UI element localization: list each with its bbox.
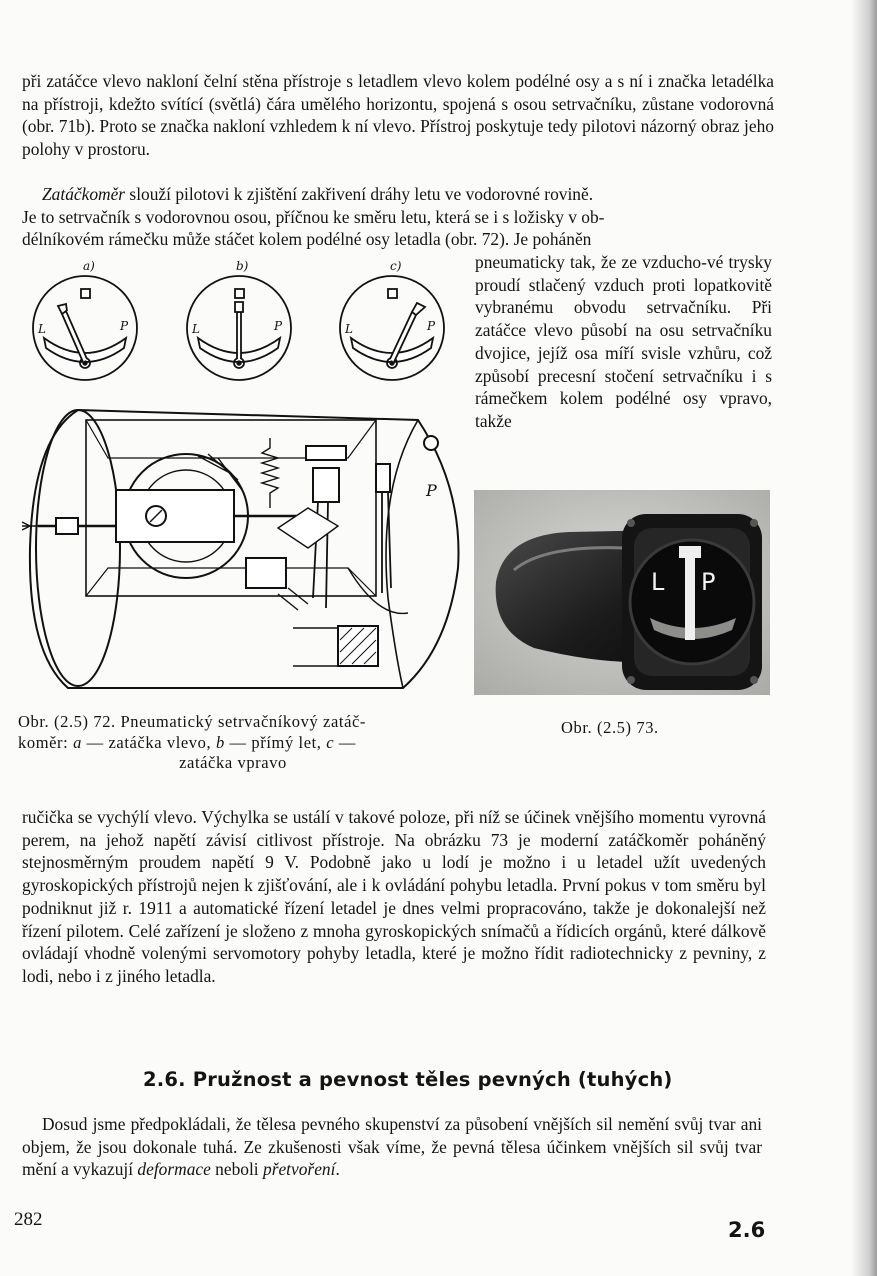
gauge-a-right-mark: P bbox=[120, 319, 129, 333]
section-text-1: Dosud jsme předpokládali, že tělesa pevného skupenství za působení vnějších sil nemění svůj tvar ani objem, že jsou dokonale tuhá. Ze zkušenosti však víme, že pevná tělesa účinkem vnějších sil svůj tvar mění a vykazují bbox=[22, 1114, 762, 1180]
drawing-mark-p: P bbox=[426, 481, 437, 500]
term-deformace: deformace bbox=[137, 1159, 211, 1180]
fig72-caption-line-2-start: koměr: bbox=[18, 732, 74, 752]
fig72-caption-line-2-end: — bbox=[334, 732, 357, 752]
fig72-caption-b: b bbox=[215, 732, 225, 752]
section-text-2: neboli bbox=[210, 1159, 263, 1180]
page-number: 282 bbox=[14, 1209, 43, 1230]
footer-section-number: 2.6 bbox=[728, 1218, 766, 1242]
zatackomer-line-1 bbox=[22, 183, 774, 206]
gauge-a bbox=[33, 276, 137, 380]
fig72-caption-line-1: Obr. (2.5) 72. Pneumatický setrvačníkový zatáč- bbox=[18, 712, 367, 731]
term-zatackomer: Zatáčkoměr bbox=[42, 184, 126, 204]
gauge-label-c: c) bbox=[390, 259, 402, 273]
figure-72-caption bbox=[18, 712, 448, 774]
gauge-c bbox=[340, 276, 444, 380]
dial-letter-p: P bbox=[701, 568, 716, 596]
gauge-label-b: b) bbox=[236, 259, 249, 273]
housing-front-rim bbox=[36, 410, 120, 686]
zatackomer-line-3: délníkovém rámečku může stáčet kolem podélné osy letadla (obr. 72). Je poháněn bbox=[22, 229, 592, 250]
page-edge-shadow bbox=[851, 0, 877, 1276]
gimbal-frame bbox=[116, 490, 234, 542]
paragraph-continued: ručička se vychýlí vlevo. Výchylka se ustálí v takové poloze, při níž se účinek vnějšího momentu vyrovná perem, na jehož napětí závisí citlivost přístroje. Na obrázku 73 je moderní zatáčkoměr poháněný stejnosměrným proudem napětí 9 V. Podobně jako u lodí je možno i u letadel užít uvedených gyroskopických přístrojů nejen k zjišťování, ale i k ovládání pohybu letadla. První pokus v tom směru byl podniknut již r. 1911 a automatické řízení letadel je dnes velmi propracováno, takže je dokonalejší než řízení pilotem. Celé zařízení je složeno z mnoha gyroskopických snímačů a řídicích orgánů, které dálkově ovládají vhodně volenými servomotory pohyby letadla, které je možno řídit radiotechnicky z pevniny, z lodi, nebo i z jiného letadla. bbox=[22, 807, 766, 986]
paragraph-section bbox=[22, 1113, 762, 1181]
figure-72-gauges bbox=[28, 258, 458, 388]
figure-72-cutaway-drawing bbox=[8, 398, 468, 698]
dial-letter-l: L bbox=[651, 568, 665, 596]
figure-73-caption: Obr. (2.5) 73. bbox=[561, 718, 659, 737]
paragraph-side: pneumaticky tak, že ze vzducho-vé trysky proudí stlačený vzduch proti lopatkovitě vybranému obvodu setrvačníku. Při zatáčce vlevo působí na osu setrvačníku dvojice, jejíž osa míří svisle vzhůru, což způsobí precesní stočení setrvačníku i s rámečkem kolem podélné osy vpravo, takže bbox=[475, 252, 772, 431]
fig72-caption-mid1: — zatáčka vlevo, bbox=[81, 732, 216, 752]
spring bbox=[262, 438, 278, 508]
paragraph-zatackomer bbox=[22, 183, 774, 251]
gauge-label-a: a) bbox=[83, 259, 95, 273]
paragraph-top: při zatáčce vlevo nakloní čelní stěna přístroje s letadlem vlevo kolem podélné osy a s ní i značka letadélka na přístroji, kdežto svítící (světlá) čára umělého horizontu, spojená s osou setrvačníku, zůstane vodorovná (obr. 71b). Proto se značka nakloní vzhledem k ní vlevo. Přístroj poskytuje tedy pilotovi názorný obraz jeho polohy v prostoru. bbox=[22, 71, 774, 160]
fig72-caption-c: c bbox=[326, 732, 335, 752]
fig72-caption-a: a bbox=[73, 732, 82, 752]
fig72-caption-mid2: — přímý let, bbox=[224, 732, 327, 752]
gauge-c-left-mark: L bbox=[345, 322, 353, 336]
gauge-c-right-mark: P bbox=[427, 319, 436, 333]
gauge-a-left-mark: L bbox=[38, 322, 46, 336]
section-text-3: . bbox=[335, 1159, 340, 1180]
housing-outline bbox=[30, 410, 459, 688]
gauge-b-right-mark: P bbox=[274, 319, 283, 333]
zatackomer-line-2: Je to setrvačník s vodorovnou osou, příčnou ke směru letu, která se i s ložisky v ob- bbox=[22, 206, 605, 227]
fig72-caption-line-3: zatáčka vpravo bbox=[179, 753, 287, 772]
figure-73-photo bbox=[474, 490, 770, 695]
gauge-b-left-mark: L bbox=[192, 322, 200, 336]
zatackomer-line-1-text: slouží pilotovi k zjištění zakřivení dráhy letu ve vodorovné rovině. bbox=[125, 184, 594, 204]
gauge-b bbox=[187, 276, 291, 380]
section-title: 2.6. Pružnost a pevnost těles pevných (tuhých) bbox=[143, 1068, 673, 1091]
term-pretvoreni: přetvoření bbox=[263, 1159, 336, 1180]
